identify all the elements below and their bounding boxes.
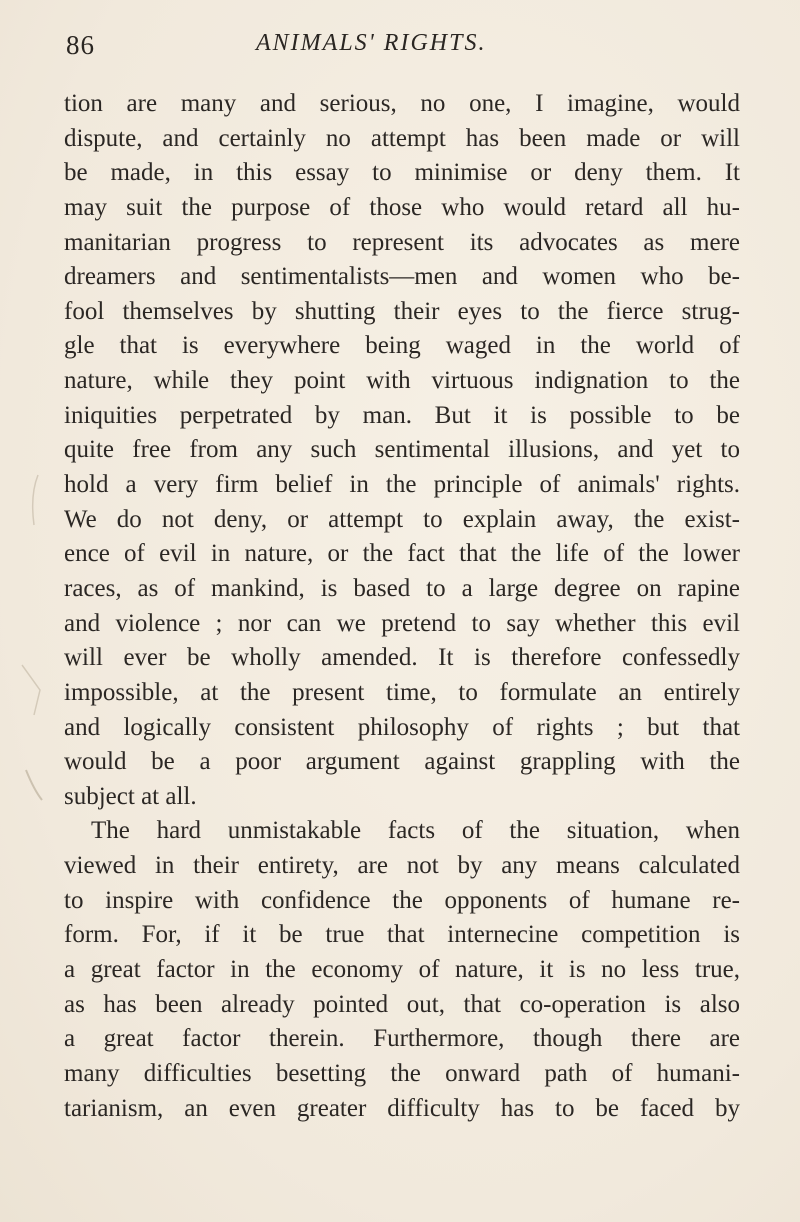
text-line: races, as of mankind, is based to a large degree on rapine <box>64 574 740 602</box>
text-line: ence of evil in nature, or the fact that the life of the lower <box>64 540 740 568</box>
text-line: tarianism, an even greater difficulty has to be faced by <box>64 1094 740 1122</box>
page-header <box>66 30 736 70</box>
page-number: 86 <box>66 30 95 60</box>
margin-stain <box>8 470 48 530</box>
text-line: to inspire with confidence the opponents of humane re- <box>64 886 740 914</box>
text-line: dispute, and certainly no attempt has been made or will <box>64 124 740 152</box>
paragraph-start-line: The hard unmistakable facts of the situation, when <box>91 817 740 845</box>
text-line: and logically consistent philosophy of rights ; but that <box>64 713 740 741</box>
text-line: quite free from any such sentimental illusions, and yet to <box>64 436 740 464</box>
body-text <box>64 87 740 1126</box>
text-line: manitarian progress to represent its advocates as mere <box>64 228 740 256</box>
margin-stain <box>8 760 48 820</box>
text-line: iniquities perpetrated by man. But it is possible to be <box>64 401 740 429</box>
text-line: be made, in this essay to minimise or deny them. It <box>64 159 740 187</box>
text-line: a great factor therein. Furthermore, though there are <box>64 1025 740 1053</box>
text-line: impossible, at the present time, to formulate an entirely <box>64 678 740 706</box>
text-line: viewed in their entirety, are not by any means calculated <box>64 852 740 880</box>
text-line: form. For, if it be true that internecine competition is <box>64 921 740 949</box>
text-line: dreamers and sentimentalists—men and women who be- <box>64 263 740 291</box>
text-line: and violence ; nor can we pretend to say whether this evil <box>64 609 740 637</box>
text-line: many difficulties besetting the onward path of humani- <box>64 1059 740 1087</box>
text-line: gle that is everywhere being waged in the world of <box>64 332 740 360</box>
text-line: nature, while they point with virtuous indignation to the <box>64 367 740 395</box>
text-line: fool themselves by shutting their eyes to the fierce strug- <box>64 297 740 325</box>
text-line: a great factor in the economy of nature, it is no less true, <box>64 956 740 984</box>
paragraph-end-line: subject at all. <box>64 782 197 810</box>
text-line: would be a poor argument against grappling with the <box>64 748 740 776</box>
text-line: hold a very firm belief in the principle of animals' rights. <box>64 471 740 499</box>
text-line: may suit the purpose of those who would retard all hu- <box>64 193 740 221</box>
margin-stain <box>8 660 48 720</box>
text-line: as has been already pointed out, that co-operation is also <box>64 990 740 1018</box>
running-head: ANIMALS' RIGHTS. <box>256 30 487 56</box>
text-line: will ever be wholly amended. It is therefore confessedly <box>64 644 740 672</box>
text-line: We do not deny, or attempt to explain away, the exist- <box>64 505 740 533</box>
text-line: tion are many and serious, no one, I imagine, would <box>64 90 740 117</box>
